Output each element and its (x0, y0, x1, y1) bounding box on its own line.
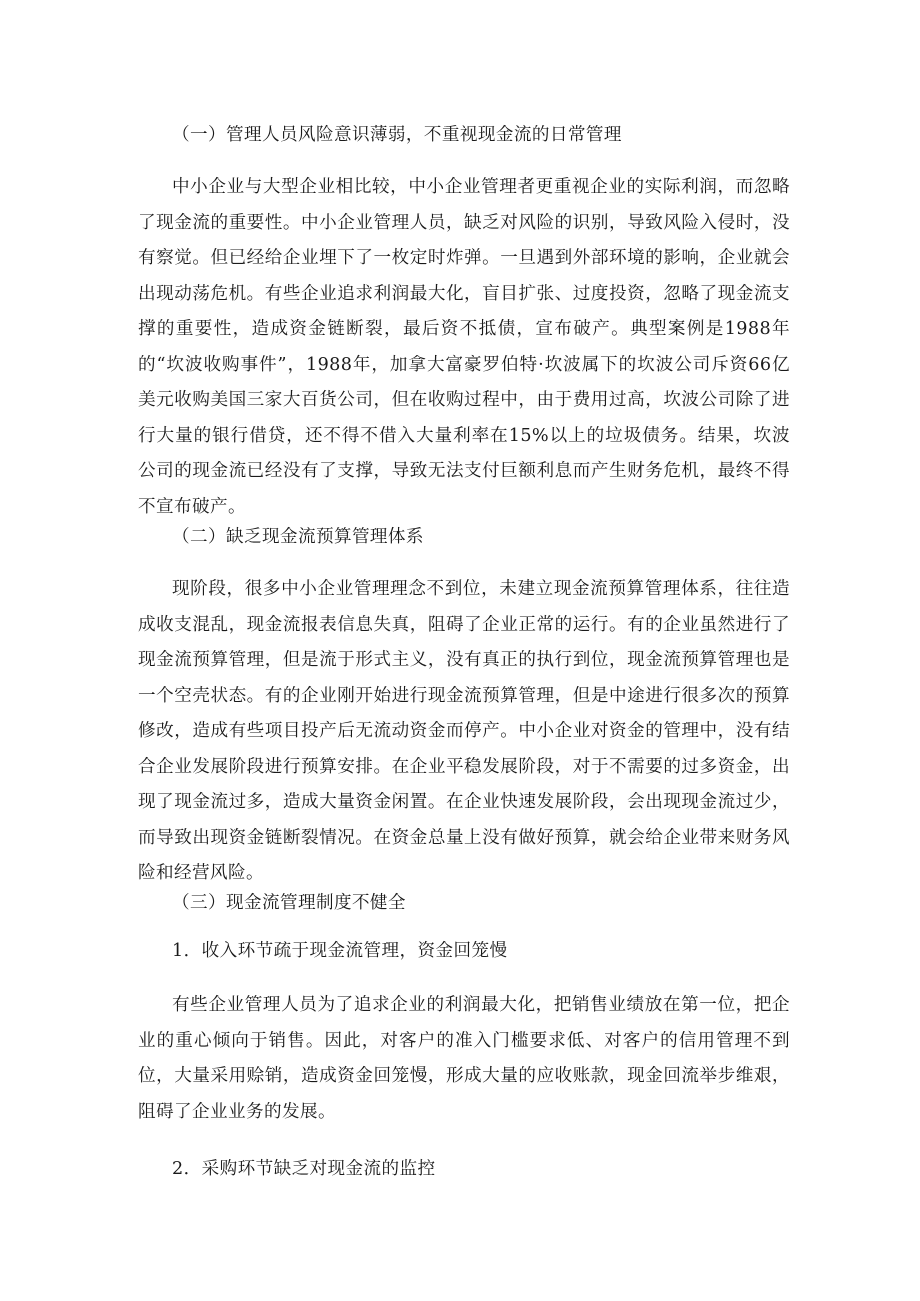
section-heading-1: （一）管理人员风险意识薄弱，不重视现金流的日常管理 (172, 125, 622, 145)
paragraph-3-text: 有些企业管理人员为了追求企业的利润最大化，把销售业绩放在第一位，把企业的重心倾向于销售。因此，对客户的准入门槛要求低、对客户的信用管理不到位，大量采用赊销，造成资金回笼慢，形成大量的应收账款，现金回流举步维艰，阻碍了企业业务的发展。 (138, 995, 790, 1122)
paragraph-1-text: 中小企业与大型企业相比较，中小企业管理者更重视企业的实际利润，而忽略了现金流的重要性。中小企业管理人员，缺乏对风险的识别，导致风险入侵时，没有察觉。但已经给企业埋下了一枚定时炸弹。一旦遇到外部环境的影响，企业就会出现动荡危机。有些企业追求利润最大化，盲目扩张、过度投资，忽略了现金流支撑的重要性，造成资金链断裂，最后资不抵债，宣布破产。典型案例是1988年的“坎波收购事件”，1988年，加拿大富豪罗伯特·坎波属下的坎波公司斥资66亿美元收购美国三家大百货公司，但在收购过程中，由于费用过高，坎波公司除了进行大量的银行借贷，还不得不借入大量利率在15%以上的垃圾债务。结果，坎波公司的现金流已经没有了支撑，导致无法支付巨额利息而产生财务危机，最终不得不宣布破产。 (138, 177, 790, 517)
subsection-heading-2: 2．采购环节缺乏对现金流的监控 (172, 1159, 436, 1179)
paragraph-2-text: 现阶段，很多中小企业管理理念不到位，未建立现金流预算管理体系，往往造成收支混乱，现金流报表信息失真，阻碍了企业正常的运行。有的企业虽然进行了现金流预算管理，但是流于形式主义，没有真正的执行到位，现金流预算管理也是一个空壳状态。有的企业刚开始进行现金流预算管理，但是中途进行很多次的预算修改，造成有些项目投产后无流动资金而停产。中小企业对资金的管理中，没有结合企业发展阶段进行预算安排。在企业平稳发展阶段，对于不需要的过多资金，出现了现金流过多，造成大量资金闲置。在企业快速发展阶段，会出现现金流过少，而导致出现资金链断裂情况。在资金总量上没有做好预算，就会给企业带来财务风险和经营风险。 (138, 579, 790, 883)
section-heading-3: （三）现金流管理制度不健全 (172, 893, 406, 913)
section-heading-2: （二）缺乏现金流预算管理体系 (172, 527, 424, 547)
subsection-heading-1: 1．收入环节疏于现金流管理，资金回笼慢 (172, 941, 508, 961)
